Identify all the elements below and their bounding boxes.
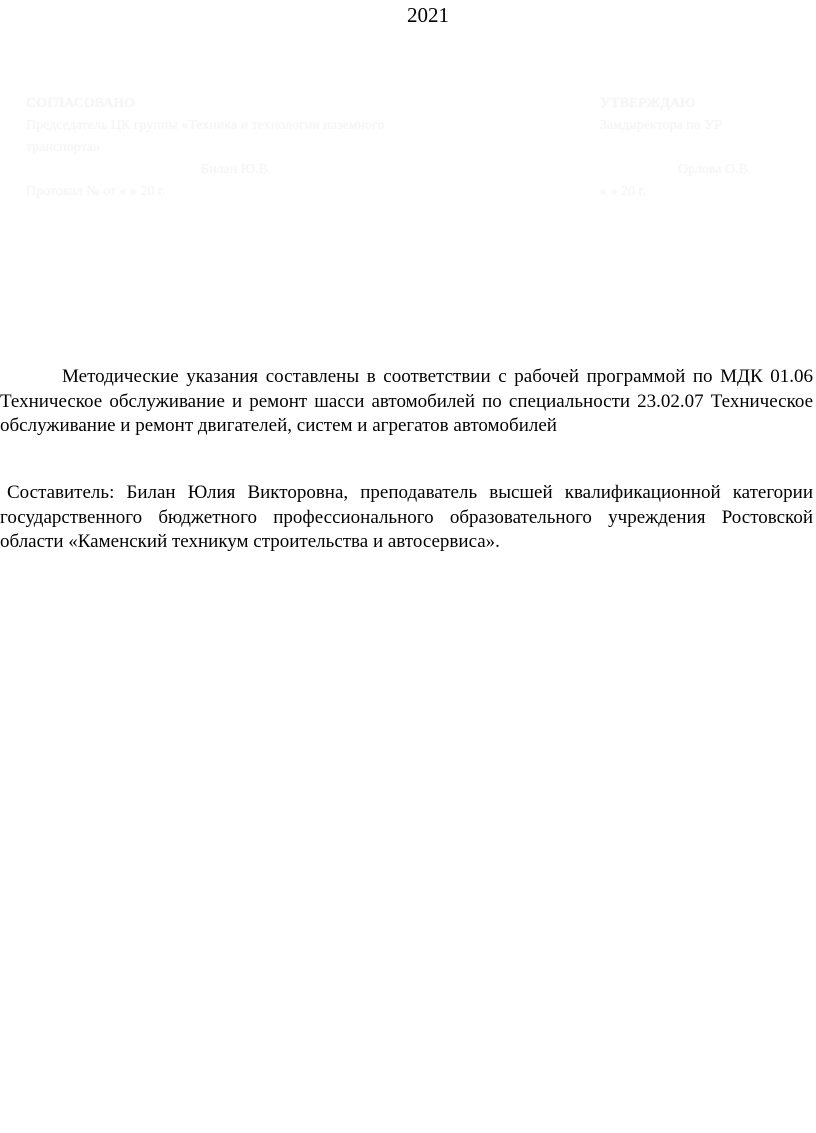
approval-agreed-chair-line-2: транспорта» (26, 140, 101, 155)
approval-approved-title: УТВЕРЖДАЮ (600, 96, 696, 111)
approval-agreed-protocol: Протокол № от « » 20 г. (26, 184, 166, 199)
document-year: 2021 (407, 3, 449, 27)
approval-agreed-chair-line: Председатель ЦК группы «Техника и технологии наземного (26, 118, 385, 133)
approval-approved-deputy: Замдиректора по УР (600, 118, 722, 133)
approval-approved-spacer (600, 137, 752, 159)
approval-block-agreed (26, 93, 384, 203)
methodical-paragraph: Методические указания составлены в соответствии с рабочей программой по МДК 01.06 Техническое обслуживание и ремонт шасси автомобилей по специальности 23.02.07 Техническое обслуживание и ремонт двигателей, систем и агрегатов автомобилей (0, 366, 813, 436)
approval-agreed-signature: Билан Ю.В. (201, 162, 272, 177)
approval-approved-date: « » 20 г. (600, 184, 647, 199)
author-paragraph: Составитель: Билан Юлия Викторовна, преподаватель высшей квалификационной категории государственного бюджетного профессионального образовательного учреждения Ростовской области «Каменский техникум строительства и автосервиса». (0, 482, 813, 552)
approval-block-approved (600, 93, 752, 203)
approval-agreed-title: СОГЛАСОВАНО (26, 96, 135, 111)
approval-approved-signature: Орлова О.В. (678, 162, 752, 177)
